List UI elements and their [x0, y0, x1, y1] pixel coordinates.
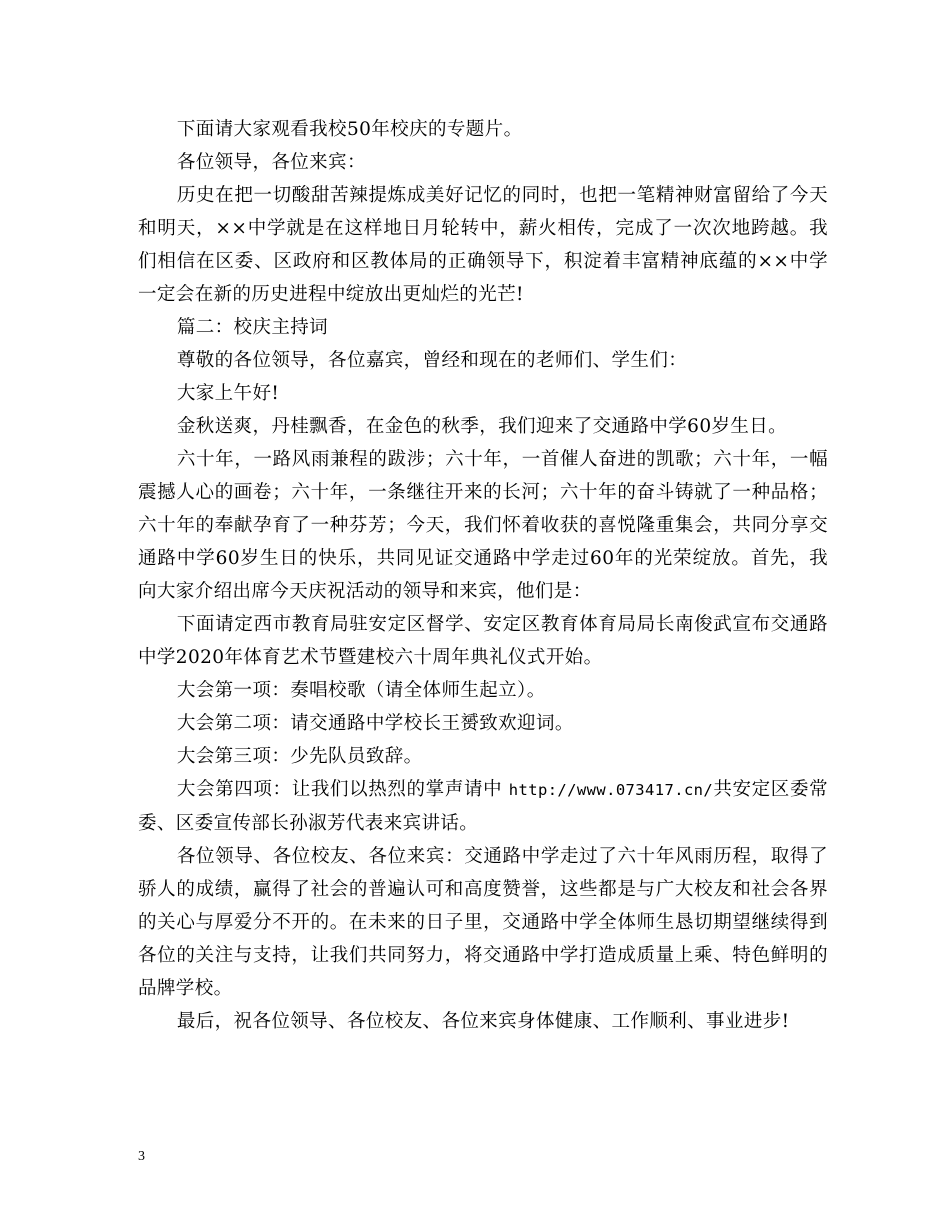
paragraph: 下面请大家观看我校50年校庆的专题片。	[176, 119, 523, 140]
paragraph: 大家上午好!	[176, 383, 280, 404]
paragraph: 尊敬的各位领导，各位嘉宾，曾经和现在的老师们、学生们：	[176, 350, 688, 371]
document-body	[138, 113, 828, 1038]
paragraph: 各位领导，各位来宾：	[176, 152, 366, 173]
paragraph: 最后，祝各位领导、各位校友、各位来宾身体健康、工作顺利、事业进步!	[176, 1011, 790, 1032]
paragraph: 各位领导、各位校友、各位来宾：交通路中学走过了六十年风雨历程，取得了骄人的成绩，赢得了社会的普遍认可和高度赞誉，这些都是与广大校友和社会各界的关心与厚爱分不开的。在未来的日子里，交通路中学全体师生恳切期望继续得到各位的关注与支持，让我们共同努力，将交通路中学打造成质量上乘、特色鲜明的品牌学校。	[138, 846, 828, 999]
agenda-item-two: 大会第二项：请交通路中学校长王赟致欢迎词。	[176, 713, 574, 734]
paragraph: 六十年，一路风雨兼程的跋涉；六十年，一首催人奋进的凯歌；六十年，一幅震撼人心的画卷；六十年，一条继往开来的长河；六十年的奋斗铸就了一种品格；六十年的奉献孕育了一种芬芳；今天，我们怀着收获的喜悦隆重集会，共同分享交通路中学60岁生日的快乐，共同见证交通路中学走过60年的光荣绽放。首先，我向大家介绍出席今天庆祝活动的领导和来宾，他们是：	[138, 449, 828, 602]
agenda-item-three: 大会第三项：少先队员致辞。	[176, 746, 423, 767]
agenda-item-four-text-rest: 共安定区委常委、区委宣传部长孙淑芳代表来宾讲话。	[138, 779, 828, 834]
agenda-item-four-url: http://www.073417.cn/	[508, 781, 714, 799]
section-heading: 篇二：校庆主持词	[176, 317, 329, 338]
paragraph: 历史在把一切酸甜苦辣提炼成美好记忆的同时，也把一笔精神财富留给了今天和明天，××中学就是在这样地日月轮转中，薪火相传，完成了一次次地跨越。我们相信在区委、区政府和区教体局的正确领导下，积淀着丰富精神底蕴的××中学一定会在新的历史进程中绽放出更灿烂的光芒!	[138, 185, 828, 305]
paragraph: 金秋送爽，丹桂飘香，在金色的秋季，我们迎来了交通路中学60岁生日。	[176, 416, 788, 437]
page-number: 3	[138, 1149, 145, 1164]
agenda-item-four-text: 大会第四项：让我们以热烈的掌声请中	[176, 779, 509, 800]
agenda-item-one: 大会第一项：奏唱校歌（请全体师生起立）。	[176, 680, 546, 701]
agenda-item-four	[138, 773, 828, 840]
paragraph: 下面请定西市教育局驻安定区督学、安定区教育体育局局长南俊武宣布交通路中学2020年体育艺术节暨建校六十周年典礼仪式开始。	[138, 614, 828, 668]
